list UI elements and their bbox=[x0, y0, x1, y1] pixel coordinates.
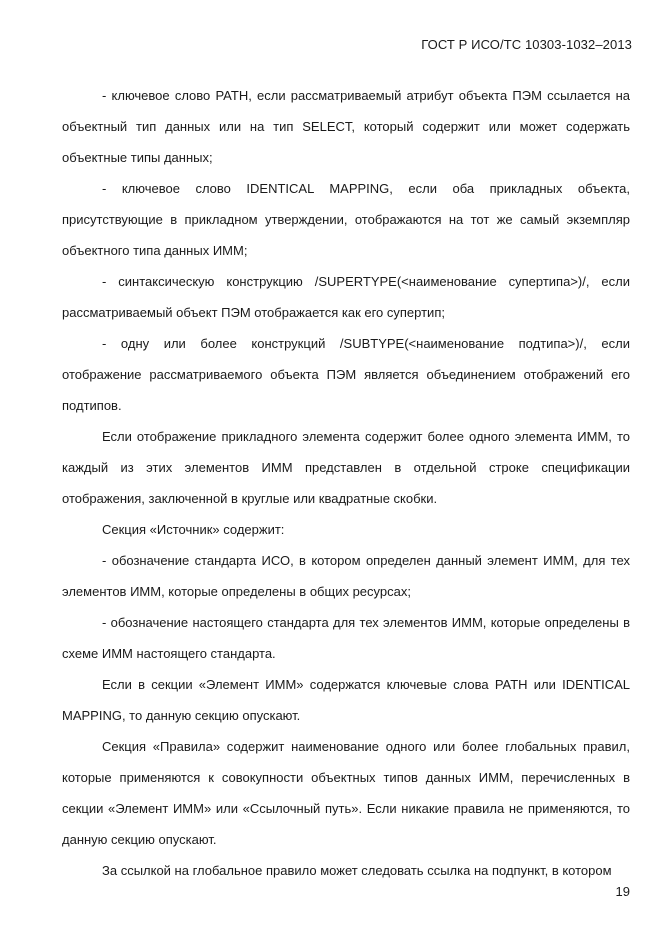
paragraph-global-rule-ref: За ссылкой на глобальное правило может следовать ссылка на подпункт, в котором bbox=[102, 863, 612, 878]
body-text bbox=[62, 80, 630, 886]
paragraph-iso-designation: - обозначение стандарта ИСО, в котором определен данный элемент ИММ, для тех элементов ИММ, которые определены в общих ресурсах; bbox=[62, 553, 630, 599]
paragraph-path-keyword: - ключевое слово PATH, если рассматриваемый атрибут объекта ПЭМ ссылается на объектный тип данных или на тип SELECT, который содержит или может содержать объектные типы данных; bbox=[62, 88, 630, 165]
paragraph-multiple-elements: Если отображение прикладного элемента содержит более одного элемента ИММ, то каждый из этих элементов ИММ представлен в отдельной строке спецификации отображения, заключенной в круглые или квадратные скобки. bbox=[62, 429, 630, 506]
paragraph-supertype: - синтаксическую конструкцию /SUPERTYPE(<наименование супертипа>)/, если рассматриваемый объект ПЭМ отображается как его супертип; bbox=[62, 274, 630, 320]
paragraph-identical-mapping: - ключевое слово IDENTICAL MAPPING, если оба прикладных объекта, присутствующие в прикладном утверждении, отображаются на тот же самый экземпляр объектного типа данных ИММ; bbox=[62, 181, 630, 258]
page-number: 19 bbox=[615, 884, 630, 899]
paragraph-source-section: Секция «Источник» содержит: bbox=[102, 522, 285, 537]
paragraph-this-standard: - обозначение настоящего стандарта для тех элементов ИММ, которые определены в схеме ИММ настоящего стандарта. bbox=[62, 615, 630, 661]
paragraph-subtype: - одну или более конструкций /SUBTYPE(<наименование подтипа>)/, если отображение рассматриваемого объекта ПЭМ является объединением отображений его подтипов. bbox=[62, 336, 630, 413]
standard-header: ГОСТ Р ИСО/ТС 10303-1032–2013 bbox=[421, 37, 632, 52]
paragraph-rules-section: Секция «Правила» содержит наименование одного или более глобальных правил, которые применяются к совокупности объектных типов данных ИММ, перечисленных в секции «Элемент ИММ» или «Ссылочный путь». Если никакие правила не применяются, то данную секцию опускают. bbox=[62, 739, 630, 847]
paragraph-omit-section: Если в секции «Элемент ИММ» содержатся ключевые слова PATH или IDENTICAL MAPPING, то данную секцию опускают. bbox=[62, 677, 630, 723]
